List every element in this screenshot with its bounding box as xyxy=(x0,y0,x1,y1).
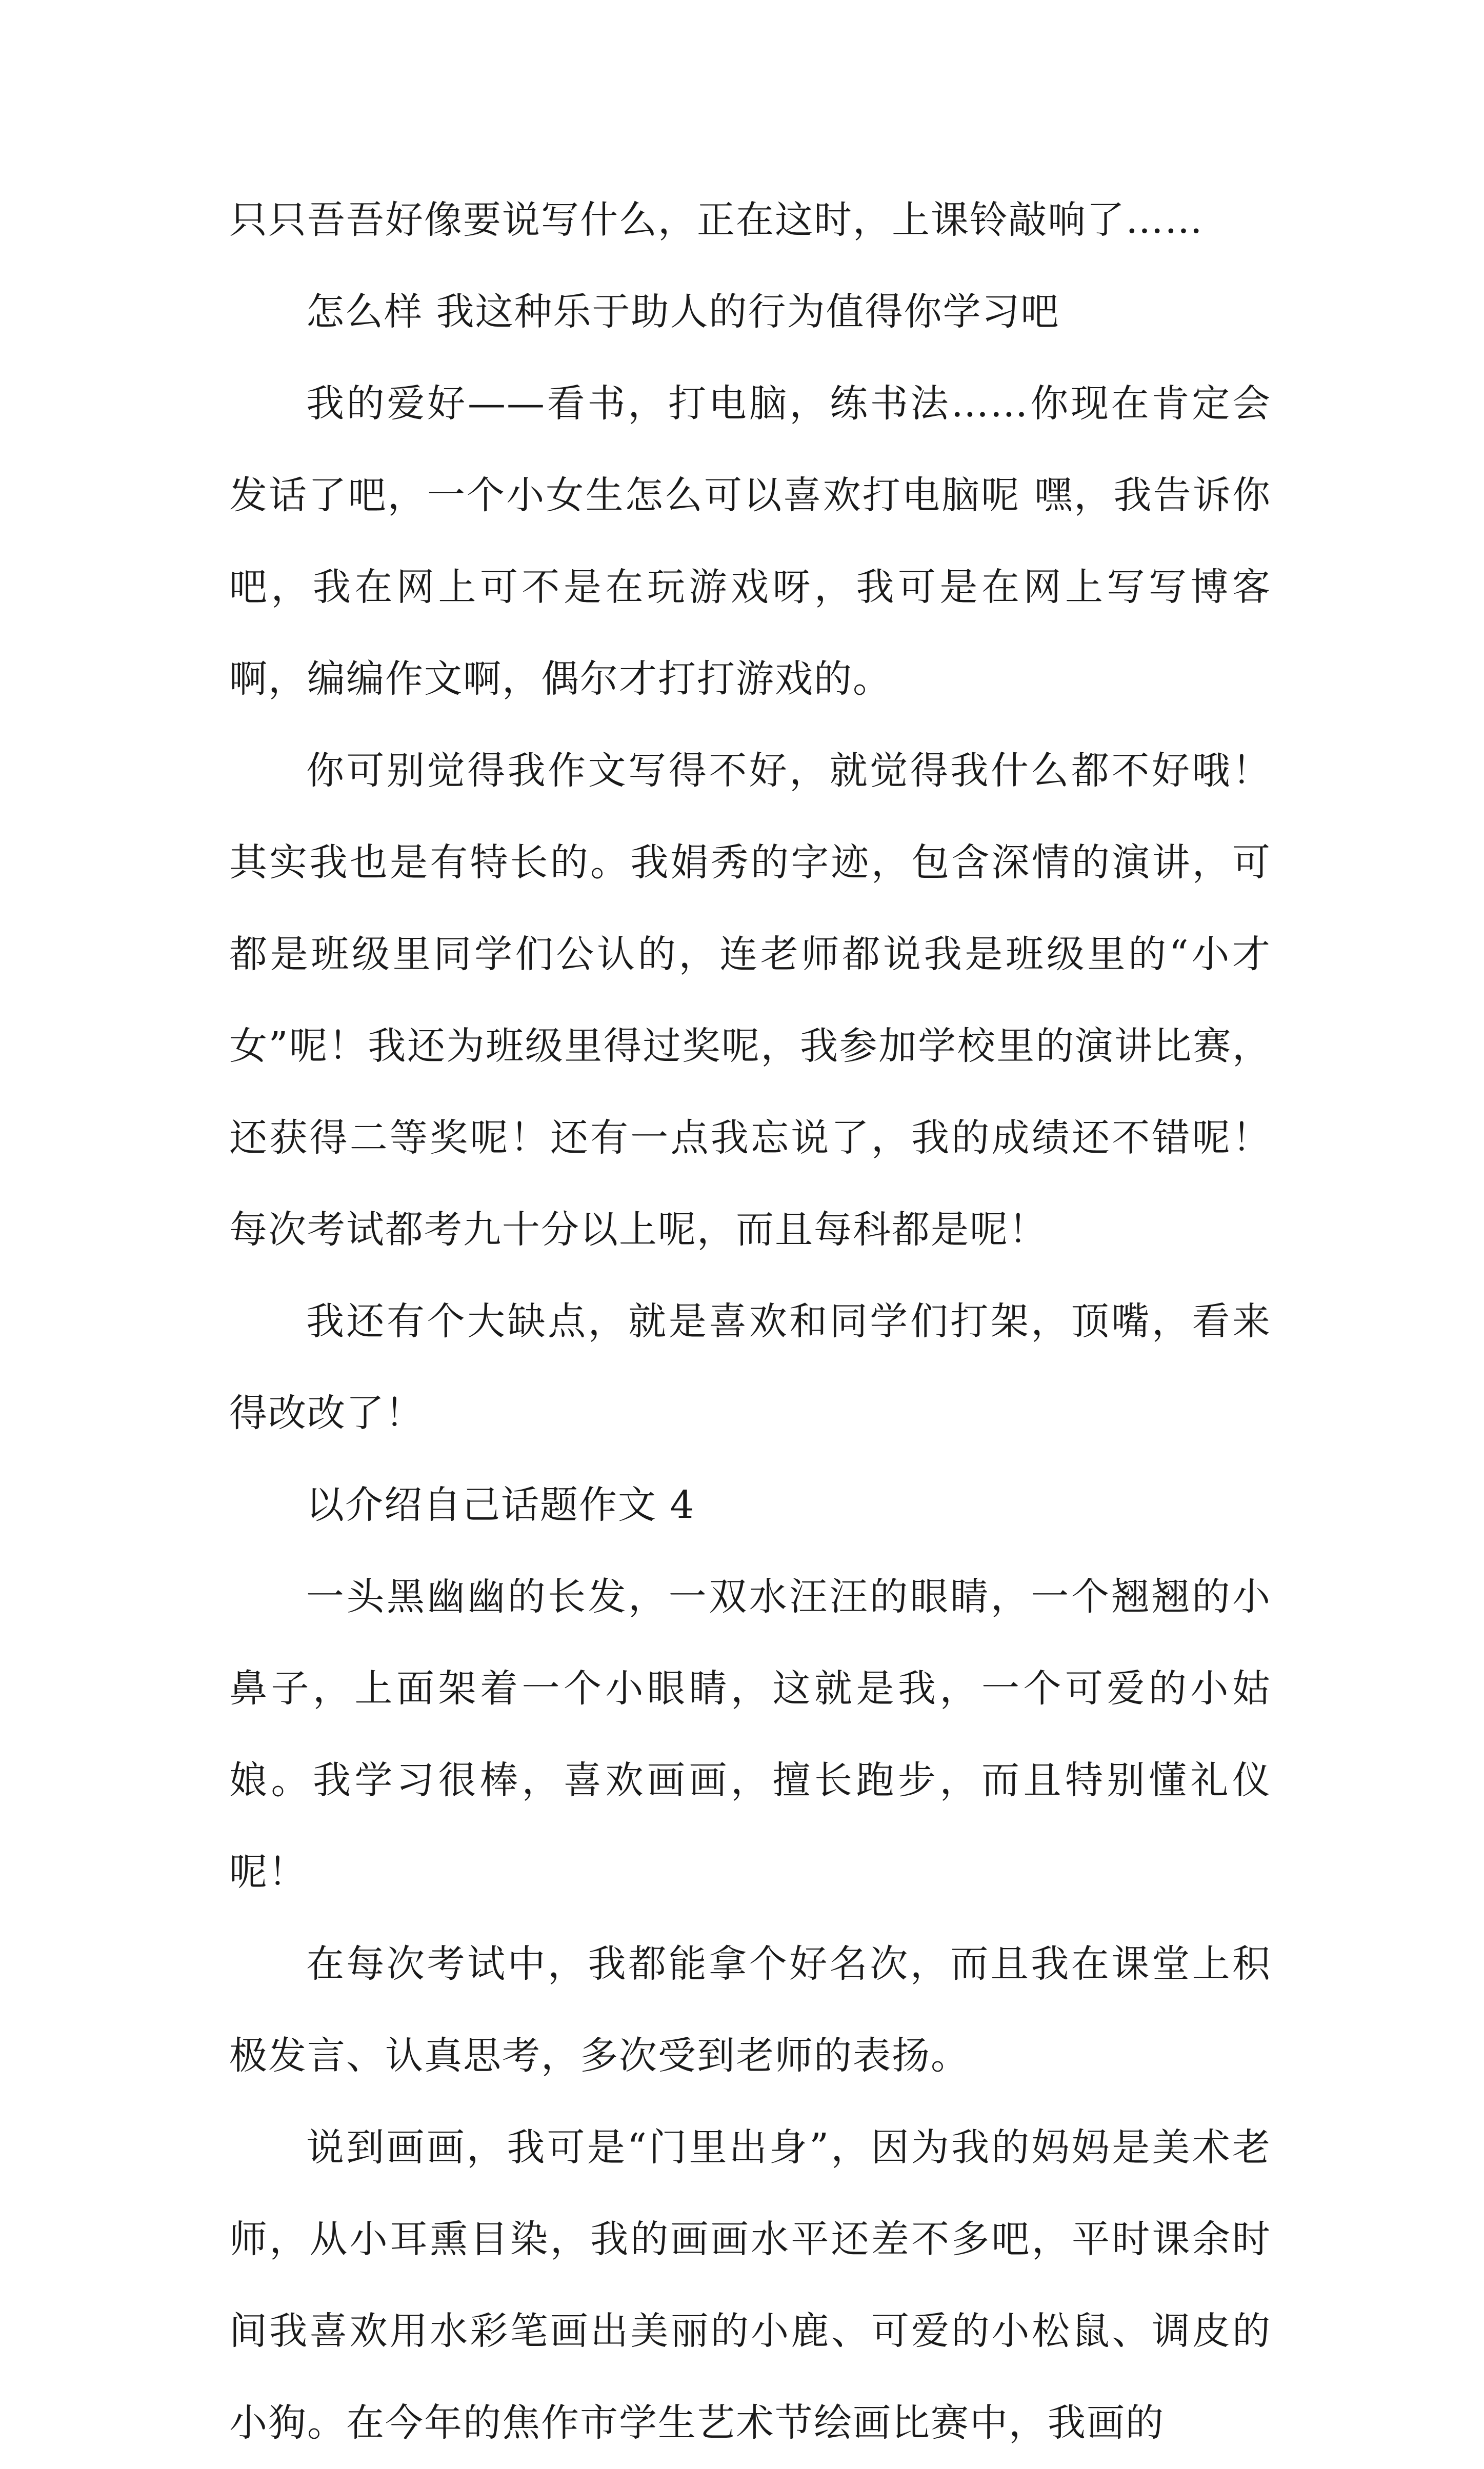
paragraph: 怎么样 我这种乐于助人的行为值得你学习吧 xyxy=(306,290,1060,334)
paragraph: 我还有个大缺点，就是喜欢和同学们打架，顶嘴，看来得改改了！ xyxy=(229,1299,1271,1435)
section-heading: 以介绍自己话题作文 4 xyxy=(306,1483,695,1527)
paragraph: 我的爱好——看书，打电脑，练书法……你现在肯定会发话了吧，一个小女生怎么可以喜欢打电脑呢 嘿，我告诉你吧，我在网上可不是在玩游戏呀，我可是在网上写写博客啊，编编作文啊，偶尔才打打游戏的。 xyxy=(229,382,1271,701)
paragraph: 在每次考试中，我都能拿个好名次，而且我在课堂上积极发言、认真思考，多次受到老师的表扬。 xyxy=(229,1942,1271,2078)
paragraph: 一头黑幽幽的长发，一双水汪汪的眼睛，一个翘翘的小鼻子，上面架着一个小眼睛，这就是我，一个可爱的小姑娘。我学习很棒，喜欢画画，擅长跑步，而且特别懂礼仪呢！ xyxy=(229,1575,1271,1894)
paragraph-continuation: 只只吾吾好像要说写什么，正在这时，上课铃敲响了…… xyxy=(229,198,1204,242)
paragraph: 说到画画，我可是“门里出身”，因为我的妈妈是美术老师，从小耳熏目染，我的画画水平还差不多吧，平时课余时间我喜欢用水彩笔画出美丽的小鹿、可爱的小松鼠、调皮的小狗。在今年的焦作市学生艺术节绘画比赛中，我画的 xyxy=(229,2125,1271,2445)
paragraph: 你可别觉得我作文写得不好，就觉得我什么都不好哦！其实我也是有特长的。我娟秀的字迹，包含深情的演讲，可都是班级里同学们公认的，连老师都说我是班级里的“小才女”呢！我还为班级里得过奖呢，我参加学校里的演讲比赛，还获得二等奖呢！还有一点我忘说了，我的成绩还不错呢！每次考试都考九十分以上呢，而且每科都是呢！ xyxy=(229,749,1271,1252)
document-body xyxy=(229,174,1271,2469)
